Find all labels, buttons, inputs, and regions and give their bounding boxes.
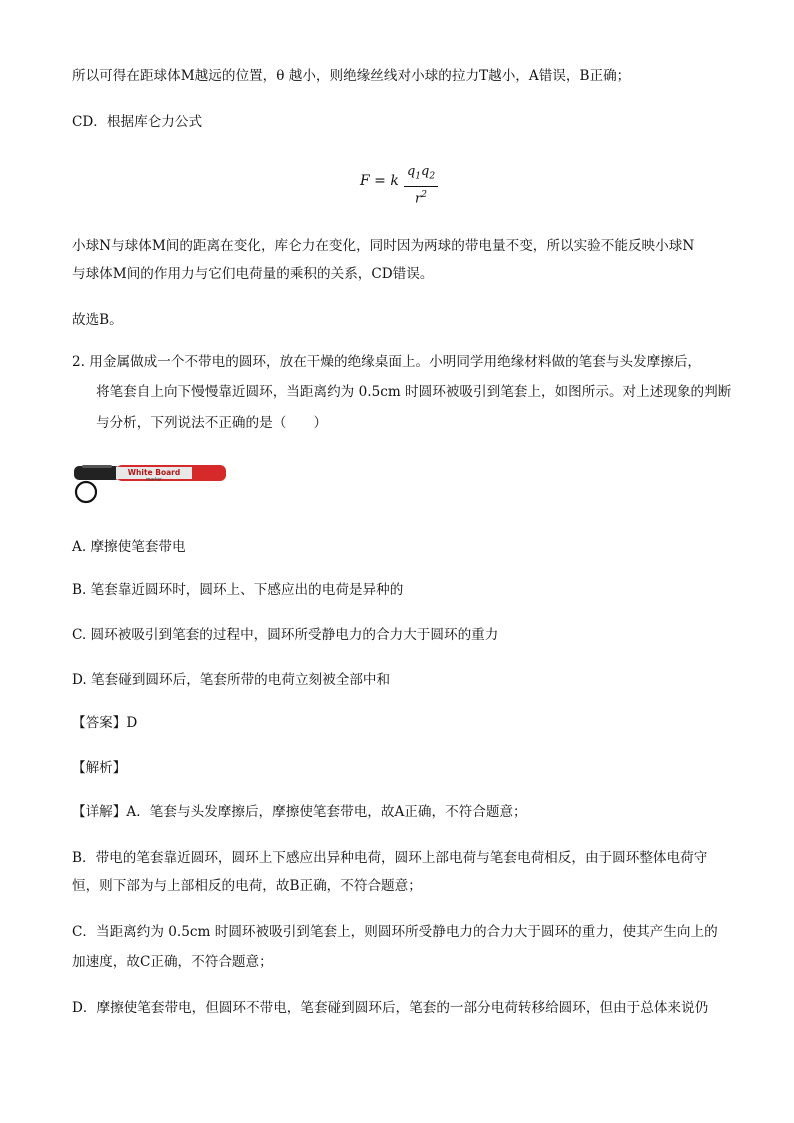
marker-clip (82, 465, 112, 468)
option-b: B. 笔套靠近圆环时，圆环上、下感应出的电荷是异种的 (72, 582, 404, 598)
metal-ring (76, 482, 96, 502)
formula-lhs: F = k (360, 173, 399, 189)
text-line: 与球体M间的作用力与它们电荷量的乘积的关系，CD错误。 (72, 266, 434, 282)
option-c: C. 圆环被吸引到笔套的过程中，圆环所受静电力的合力大于圆环的重力 (72, 627, 499, 643)
marker-cap (74, 466, 120, 480)
formula-denominator: $r^2$ (415, 189, 427, 206)
question-line: 将笔套自上向下慢慢靠近圆环，当距离约为 0.5cm 时圆环被吸引到笔套上，如图所示。对上述现象的判断 (96, 384, 732, 400)
explanation-line: 恒，则下部为与上部相反的电荷，故B正确，不符合题意； (72, 878, 422, 894)
coulomb-formula (360, 164, 450, 206)
marker-subtext: marker (145, 477, 163, 483)
formula-fraction (404, 164, 438, 206)
fraction-bar (404, 186, 438, 187)
explanation-line: 加速度，故C正确，不符合题意； (72, 954, 273, 970)
option-a: A. 摩擦使笔套带电 (72, 539, 186, 555)
formula-numerator: $q_1q_2$ (406, 164, 436, 182)
answer-label: 【答案】D (72, 715, 138, 731)
option-d: D. 笔套碰到圆环后，笔套所带的电荷立刻被全部中和 (72, 672, 391, 688)
text-line: 小球N与球体M间的距离在变化，库仑力在变化，同时因为两球的带电量不变，所以实验不能反映小球N (72, 238, 695, 254)
question-line: 与分析，下列说法不正确的是（ ） (96, 415, 328, 431)
text-line: 故选B。 (72, 312, 123, 328)
marker-ring-figure (72, 462, 232, 504)
question-line: 2. 用金属做成一个不带电的圆环，放在干燥的绝缘桌面上。小明同学用绝缘材料做的笔套与头发摩擦后， (72, 354, 702, 370)
explanation-line: B．带电的笔套靠近圆环，圆环上下感应出异种电荷，圆环上部电荷与笔套电荷相反，由于圆环整体电荷守 (72, 850, 708, 866)
explanation-line: 【详解】A．笔套与头发摩擦后，摩擦使笔套带电，故A正确，不符合题意； (72, 804, 527, 820)
explanation-line: D．摩擦使笔套带电，但圆环不带电，笔套碰到圆环后，笔套的一部分电荷转移给圆环，但由于总体来说仍 (72, 1000, 709, 1016)
marker-brand: White Board (127, 468, 181, 477)
explanation-line: C．当距离约为 0.5cm 时圆环被吸引到笔套上，则圆环所受静电力的合力大于圆环的重力，使其产生向上的 (72, 924, 718, 940)
text-line: CD．根据库仑力公式 (72, 114, 203, 130)
analysis-label: 【解析】 (72, 760, 127, 776)
text-line: 所以可得在距球体M越远的位置，θ 越小，则绝缘丝线对小球的拉力T越小，A错误，B正确； (72, 68, 631, 84)
